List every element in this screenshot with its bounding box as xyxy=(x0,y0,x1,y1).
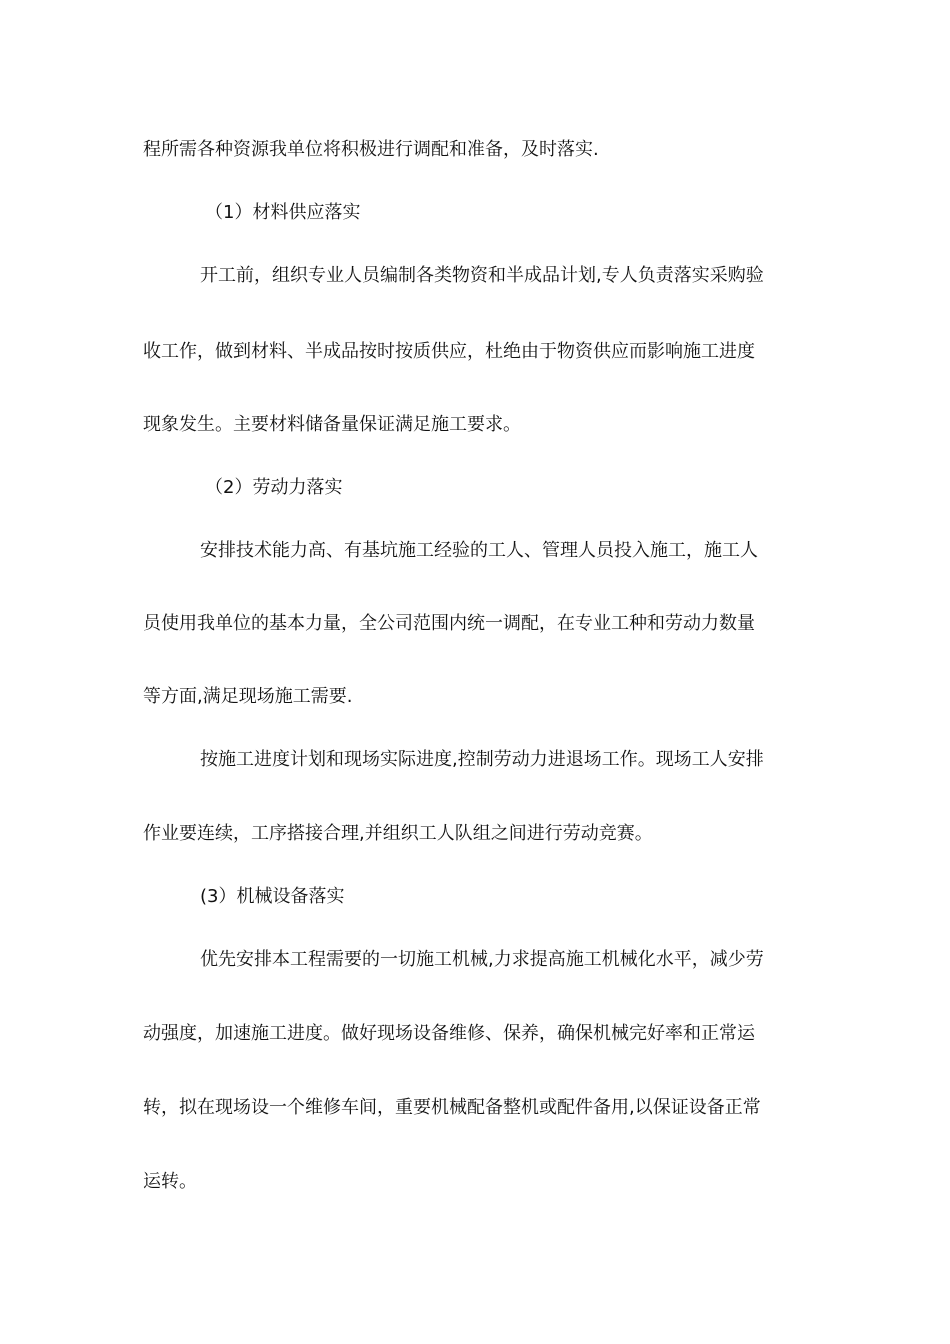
section-heading-materials: （1）材料供应落实 xyxy=(205,202,361,223)
paragraph-line: 优先安排本工程需要的一切施工机械,力求提高施工机械化水平，减少劳 xyxy=(200,949,764,970)
section-heading-labor: （2）劳动力落实 xyxy=(205,477,343,498)
paragraph-line: 运转。 xyxy=(143,1171,197,1192)
section-heading-machinery: (3）机械设备落实 xyxy=(200,886,345,907)
paragraph-line: 员使用我单位的基本力量，全公司范围内统一调配，在专业工种和劳动力数量 xyxy=(143,613,755,634)
paragraph-line: 现象发生。主要材料储备量保证满足施工要求。 xyxy=(143,414,521,435)
paragraph-line: 作业要连续，工序搭接合理,并组织工人队组之间进行劳动竞赛。 xyxy=(143,823,653,844)
paragraph-line: 安排技术能力高、有基坑施工经验的工人、管理人员投入施工，施工人 xyxy=(200,540,758,561)
paragraph-line: 开工前，组织专业人员编制各类物资和半成品计划,专人负责落实采购验 xyxy=(200,265,764,286)
paragraph-line: 动强度，加速施工进度。做好现场设备维修、保养，确保机械完好率和正常运 xyxy=(143,1023,755,1044)
paragraph-line: 转，拟在现场设一个维修车间，重要机械配备整机或配件备用,以保证设备正常 xyxy=(143,1097,761,1118)
paragraph-line: 收工作，做到材料、半成品按时按质供应，杜绝由于物资供应而影响施工进度 xyxy=(143,341,755,362)
paragraph-line: 等方面,满足现场施工需要. xyxy=(143,686,353,707)
paragraph-line: 按施工进度计划和现场实际进度,控制劳动力进退场工作。现场工人安排 xyxy=(200,749,764,770)
paragraph-line: 程所需各种资源我单位将积极进行调配和准备，及时落实. xyxy=(143,139,599,160)
